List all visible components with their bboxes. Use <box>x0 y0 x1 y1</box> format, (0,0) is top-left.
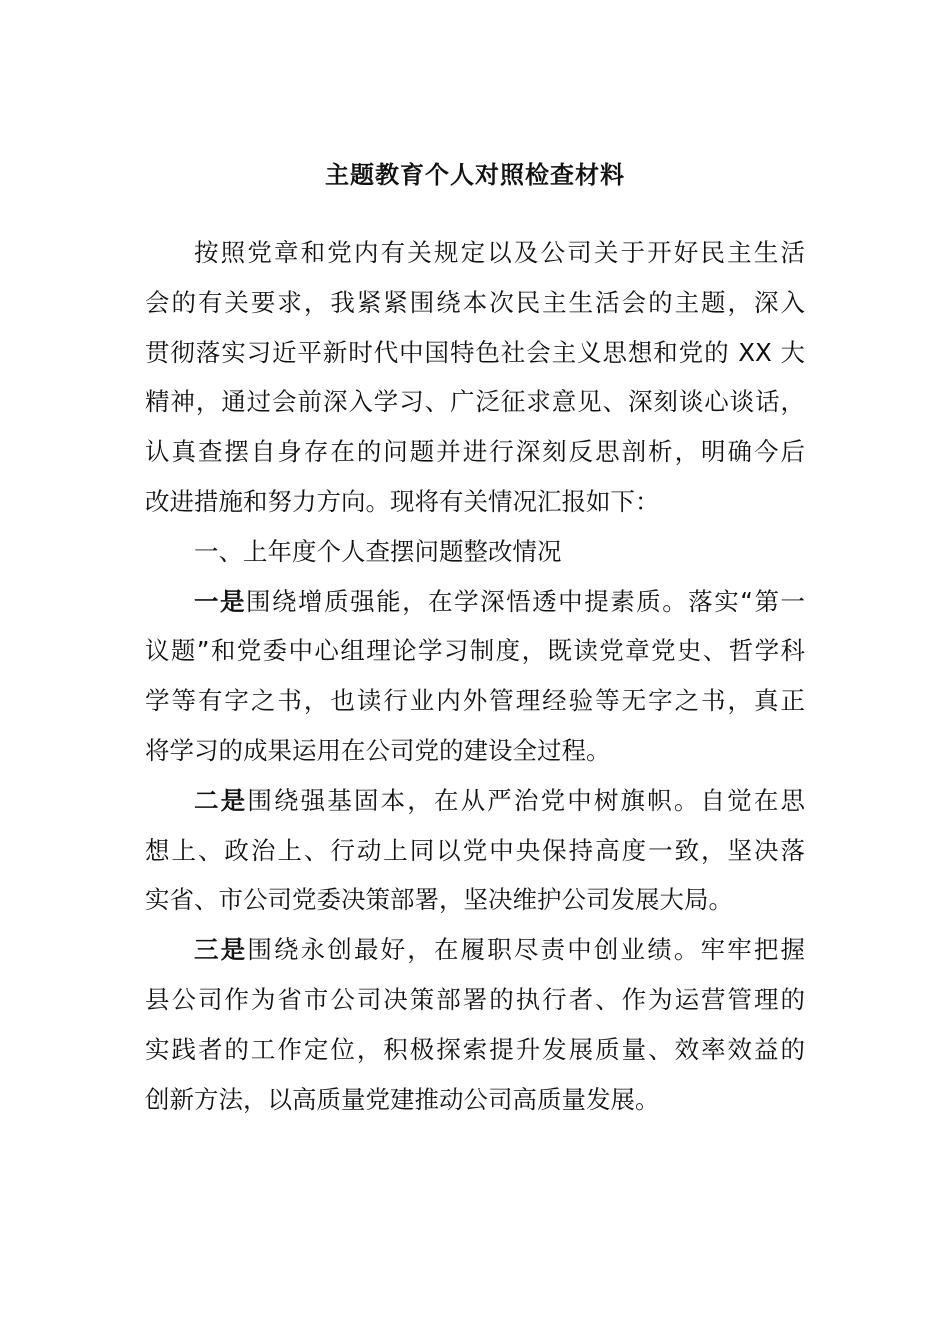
intro-line: 会的有关要求，我紧紧围绕本次民主生活会的主题，深入 <box>145 287 805 317</box>
point-lead: 二是 <box>194 785 248 815</box>
intro-line: 贯彻落实习近平新时代中国特色社会主义思想和党的 XX 大 <box>145 337 805 367</box>
point-line: 实践者的工作定位，积极探索提升发展质量、效率效益的 <box>145 1034 805 1064</box>
point-line: 学等有字之书，也读行业内外管理经验等无字之书，真正 <box>145 686 805 716</box>
intro-line: 精神，通过会前深入学习、广泛征求意见、深刻谈心谈话， <box>145 387 805 417</box>
point-lead: 一是 <box>194 586 247 616</box>
point-lead: 三是 <box>194 935 248 965</box>
point-line: 实省、市公司党委决策部署，坚决维护公司发展大局。 <box>145 885 733 915</box>
point-paragraph-1 <box>145 577 805 776</box>
point-line: 想上、政治上、行动上同以党中央保持高度一致，坚决落 <box>145 835 805 865</box>
point-paragraph-3 <box>145 925 805 1124</box>
intro-paragraph <box>145 228 805 527</box>
intro-line: 改进措施和努力方向。现将有关情况汇报如下： <box>145 486 660 516</box>
section-heading: 一、上年度个人查摆问题整改情况 <box>194 536 562 566</box>
intro-line: 按照党章和党内有关规定以及公司关于开好民主生活 <box>194 238 805 267</box>
point-paragraph-2 <box>145 776 805 925</box>
document-title: 主题教育个人对照检查材料 <box>325 161 625 189</box>
document-body <box>145 228 805 1124</box>
point-line: 将学习的成果运用在公司党的建设全过程。 <box>145 735 611 765</box>
intro-line: 认真查摆自身存在的问题并进行深刻反思剖析，明确今后 <box>145 437 805 467</box>
point-first-line <box>145 577 805 627</box>
point-text: 围绕永创最好，在履职尽责中创业绩。牢牢把握 <box>247 935 806 965</box>
point-text: 围绕增质强能，在学深悟透中提素质。落实“第一 <box>246 586 805 616</box>
point-line: 创新方法，以高质量党建推动公司高质量发展。 <box>145 1084 660 1114</box>
point-text: 围绕强基固本，在从严治党中树旗帜。自觉在思 <box>247 785 806 815</box>
point-line: 县公司作为省市公司决策部署的执行者、作为运营管理的 <box>145 984 805 1014</box>
point-first-line <box>145 925 805 975</box>
point-line: 议题”和党委中心组理论学习制度，既读党章党史、哲学科 <box>145 636 805 666</box>
point-first-line <box>145 776 805 826</box>
